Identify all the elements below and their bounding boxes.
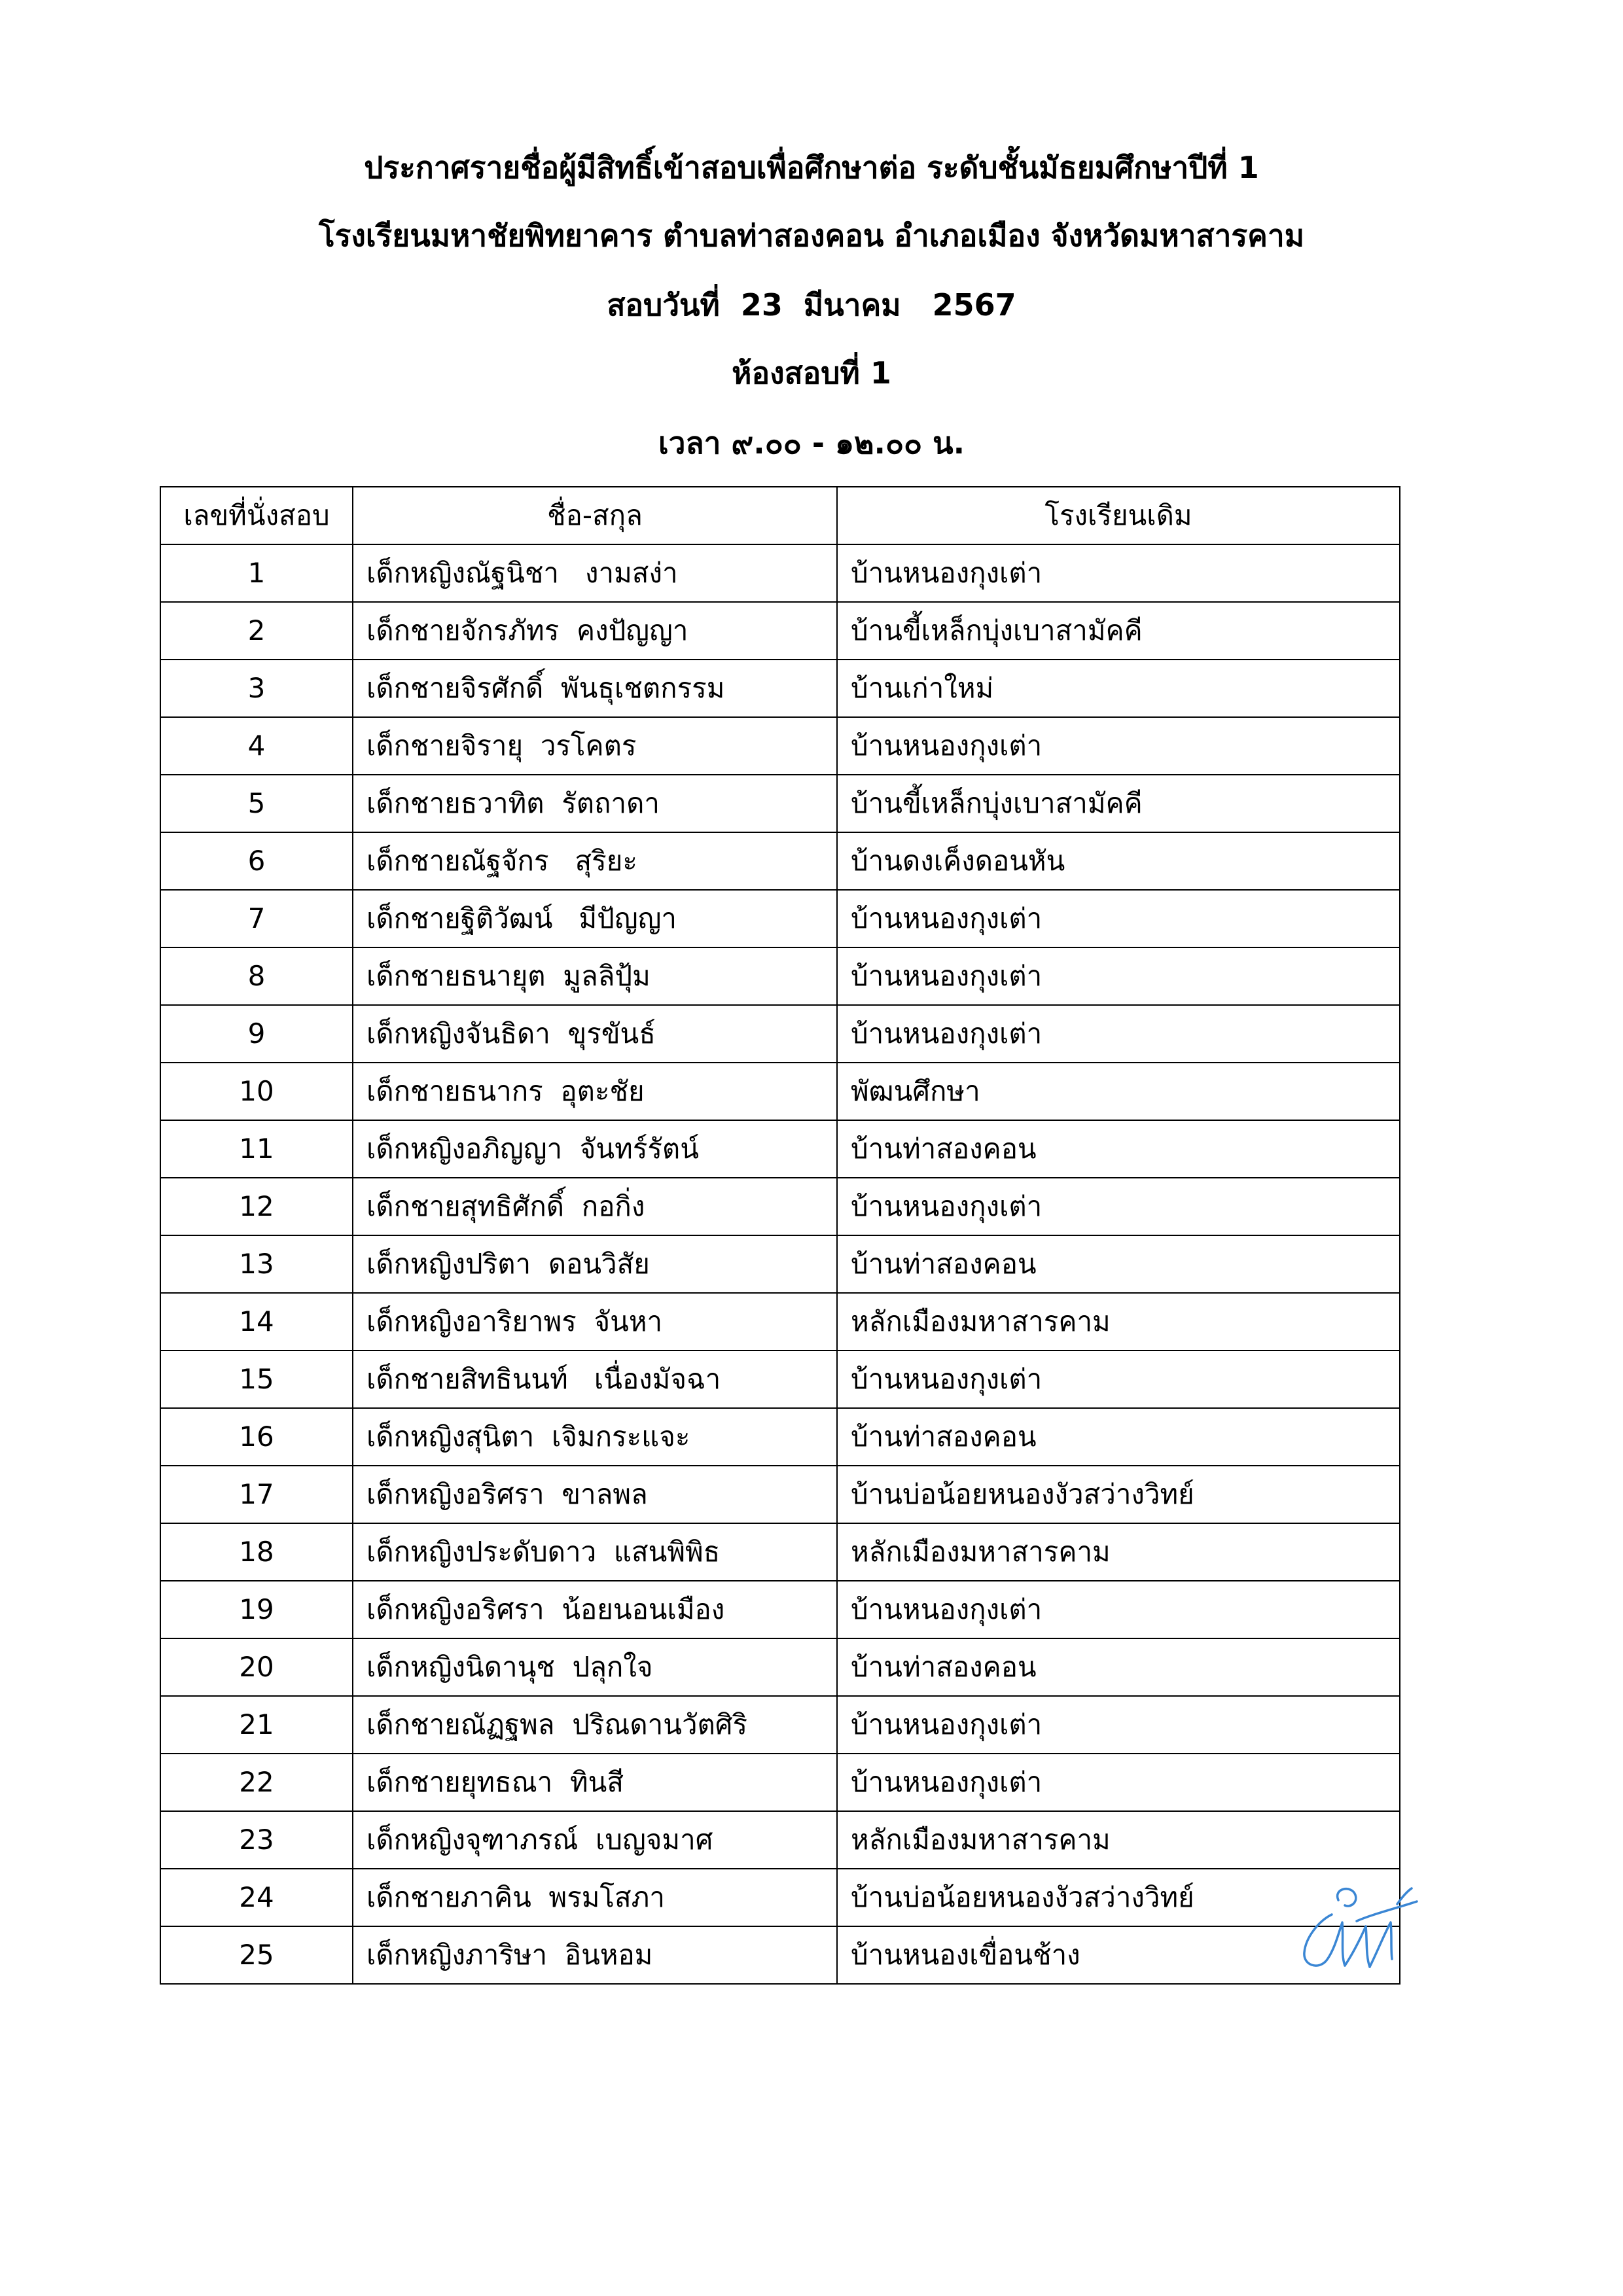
table-row xyxy=(160,1120,1400,1178)
seat-number-cell: 6 xyxy=(160,832,353,890)
header-previous-school: โรงเรียนเดิม xyxy=(837,487,1400,544)
table-row xyxy=(160,717,1400,775)
previous-school-cell: บ้านหนองกุงเต่า xyxy=(837,1005,1400,1063)
seat-number-cell: 21 xyxy=(160,1696,353,1754)
full-name-cell: เด็กชายยุทธณา ทินสี xyxy=(353,1754,837,1811)
full-name-cell: เด็กชายจิรศักดิ์ พันธุเชตกรรม xyxy=(353,660,837,717)
previous-school-cell: หลักเมืองมหาสารคาม xyxy=(837,1523,1400,1581)
seat-number-cell: 15 xyxy=(160,1351,353,1408)
full-name-cell: เด็กหญิงประดับดาว แสนพิพิธ xyxy=(353,1523,837,1581)
seat-number-cell: 19 xyxy=(160,1581,353,1638)
full-name-cell: เด็กชายธนากร อุตะชัย xyxy=(353,1063,837,1120)
seat-number-cell: 16 xyxy=(160,1408,353,1466)
previous-school-cell: บ้านหนองกุงเต่า xyxy=(837,544,1400,602)
table-row xyxy=(160,947,1400,1005)
table-header-row xyxy=(160,487,1400,544)
table-row xyxy=(160,1063,1400,1120)
candidate-table xyxy=(160,486,1400,1985)
previous-school-cell: บ้านบ่อน้อยหนองงัวสว่างวิทย์ xyxy=(837,1466,1400,1523)
header-seat-number: เลขที่นั่งสอบ xyxy=(160,487,353,544)
full-name-cell: เด็กหญิงนิดานุช ปลุกใจ xyxy=(353,1638,837,1696)
table-row xyxy=(160,1869,1400,1926)
exam-date: สอบวันที่ 23 มีนาคม 2567 xyxy=(607,287,1016,323)
seat-number-cell: 22 xyxy=(160,1754,353,1811)
table-row xyxy=(160,832,1400,890)
table-row xyxy=(160,1293,1400,1351)
full-name-cell: เด็กหญิงสุนิตา เจิมกระแจะ xyxy=(353,1408,837,1466)
seat-number-cell: 3 xyxy=(160,660,353,717)
table-row xyxy=(160,602,1400,660)
full-name-cell: เด็กชายสิทธินนท์ เนื่องมัจฉา xyxy=(353,1351,837,1408)
seat-number-cell: 23 xyxy=(160,1811,353,1869)
full-name-cell: เด็กหญิงอริศรา น้อยนอนเมือง xyxy=(353,1581,837,1638)
seat-number-cell: 5 xyxy=(160,775,353,832)
seat-number-cell: 2 xyxy=(160,602,353,660)
handwritten-signature xyxy=(1293,1875,1423,1980)
full-name-cell: เด็กหญิงอาริยาพร จันหา xyxy=(353,1293,837,1351)
full-name-cell: เด็กชายธวาทิต รัตถาดา xyxy=(353,775,837,832)
previous-school-cell: บ้านท่าสองคอน xyxy=(837,1235,1400,1293)
previous-school-cell: บ้านบ่อน้อยหนองงัวสว่างวิทย์ xyxy=(837,1869,1400,1926)
table-row xyxy=(160,1005,1400,1063)
full-name-cell: เด็กชายจักรภัทร คงปัญญา xyxy=(353,602,837,660)
table-row xyxy=(160,660,1400,717)
full-name-cell: เด็กหญิงณัฐนิชา งามสง่า xyxy=(353,544,837,602)
seat-number-cell: 12 xyxy=(160,1178,353,1235)
seat-number-cell: 7 xyxy=(160,890,353,947)
previous-school-cell: บ้านเก่าใหม่ xyxy=(837,660,1400,717)
exam-time: เวลา ๙.๐๐ - ๑๒.๐๐ น. xyxy=(658,425,965,461)
full-name-cell: เด็กชายฐิติวัฒน์ มีปัญญา xyxy=(353,890,837,947)
table-row xyxy=(160,1696,1400,1754)
previous-school-cell: บ้านท่าสองคอน xyxy=(837,1638,1400,1696)
previous-school-cell: บ้านหนองกุงเต่า xyxy=(837,1696,1400,1754)
seat-number-cell: 9 xyxy=(160,1005,353,1063)
seat-number-cell: 11 xyxy=(160,1120,353,1178)
previous-school-cell: บ้านหนองกุงเต่า xyxy=(837,1581,1400,1638)
seat-number-cell: 24 xyxy=(160,1869,353,1926)
full-name-cell: เด็กชายณัฐจักร สุริยะ xyxy=(353,832,837,890)
previous-school-cell: บ้านหนองเขื่อนช้าง xyxy=(837,1926,1400,1984)
full-name-cell: เด็กหญิงภาริษา อินหอม xyxy=(353,1926,837,1984)
full-name-cell: เด็กหญิงจุฑาภรณ์ เบญจมาศ xyxy=(353,1811,837,1869)
seat-number-cell: 13 xyxy=(160,1235,353,1293)
full-name-cell: เด็กชายสุทธิศักดิ์ กอกิ่ง xyxy=(353,1178,837,1235)
full-name-cell: เด็กชายณัฏฐพล ปริณดานวัตศิริ xyxy=(353,1696,837,1754)
table-row xyxy=(160,1638,1400,1696)
table-row xyxy=(160,544,1400,602)
seat-number-cell: 10 xyxy=(160,1063,353,1120)
table-row xyxy=(160,1926,1400,1984)
announcement-title: ประกาศรายชื่อผู้มีสิทธิ์เข้าสอบเพื่อศึกษาต่อ ระดับชั้นมัธยมศึกษาปีที่ 1 xyxy=(364,150,1259,185)
previous-school-cell: บ้านท่าสองคอน xyxy=(837,1120,1400,1178)
table-row xyxy=(160,1235,1400,1293)
previous-school-cell: บ้านหนองกุงเต่า xyxy=(837,947,1400,1005)
full-name-cell: เด็กหญิงอริศรา ขาลพล xyxy=(353,1466,837,1523)
seat-number-cell: 17 xyxy=(160,1466,353,1523)
full-name-cell: เด็กชายจิรายุ วรโคตร xyxy=(353,717,837,775)
table-row xyxy=(160,1523,1400,1581)
previous-school-cell: บ้านหนองกุงเต่า xyxy=(837,890,1400,947)
full-name-cell: เด็กชายธนายุต มูลลิปุ้ม xyxy=(353,947,837,1005)
seat-number-cell: 25 xyxy=(160,1926,353,1984)
previous-school-cell: หลักเมืองมหาสารคาม xyxy=(837,1293,1400,1351)
seat-number-cell: 18 xyxy=(160,1523,353,1581)
table-row xyxy=(160,775,1400,832)
full-name-cell: เด็กหญิงอภิญญา จันทร์รัตน์ xyxy=(353,1120,837,1178)
full-name-cell: เด็กชายภาคิน พรมโสภา xyxy=(353,1869,837,1926)
previous-school-cell: บ้านหนองกุงเต่า xyxy=(837,717,1400,775)
previous-school-cell: บ้านดงเค็งดอนหัน xyxy=(837,832,1400,890)
header-full-name: ชื่อ-สกุล xyxy=(353,487,837,544)
table-body xyxy=(160,544,1400,1984)
previous-school-cell: บ้านขี้เหล็กบุ่งเบาสามัคคี xyxy=(837,775,1400,832)
seat-number-cell: 14 xyxy=(160,1293,353,1351)
previous-school-cell: บ้านท่าสองคอน xyxy=(837,1408,1400,1466)
previous-school-cell: บ้านหนองกุงเต่า xyxy=(837,1754,1400,1811)
table-row xyxy=(160,1466,1400,1523)
table-row xyxy=(160,1811,1400,1869)
previous-school-cell: บ้านหนองกุงเต่า xyxy=(837,1351,1400,1408)
full-name-cell: เด็กหญิงจันธิดา ขุรขันธ์ xyxy=(353,1005,837,1063)
previous-school-cell: พัฒนศึกษา xyxy=(837,1063,1400,1120)
table-row xyxy=(160,1408,1400,1466)
previous-school-cell: บ้านขี้เหล็กบุ่งเบาสามัคคี xyxy=(837,602,1400,660)
table-row xyxy=(160,890,1400,947)
table-row xyxy=(160,1351,1400,1408)
previous-school-cell: หลักเมืองมหาสารคาม xyxy=(837,1811,1400,1869)
school-location: โรงเรียนมหาชัยพิทยาคาร ตำบลท่าสองคอน อำเภอเมือง จังหวัดมหาสารคาม xyxy=(318,218,1305,253)
seat-number-cell: 20 xyxy=(160,1638,353,1696)
seat-number-cell: 4 xyxy=(160,717,353,775)
seat-number-cell: 8 xyxy=(160,947,353,1005)
previous-school-cell: บ้านหนองกุงเต่า xyxy=(837,1178,1400,1235)
full-name-cell: เด็กหญิงปริตา ดอนวิสัย xyxy=(353,1235,837,1293)
table-row xyxy=(160,1754,1400,1811)
seat-number-cell: 1 xyxy=(160,544,353,602)
table-row xyxy=(160,1581,1400,1638)
exam-room: ห้องสอบที่ 1 xyxy=(732,355,891,391)
table-row xyxy=(160,1178,1400,1235)
